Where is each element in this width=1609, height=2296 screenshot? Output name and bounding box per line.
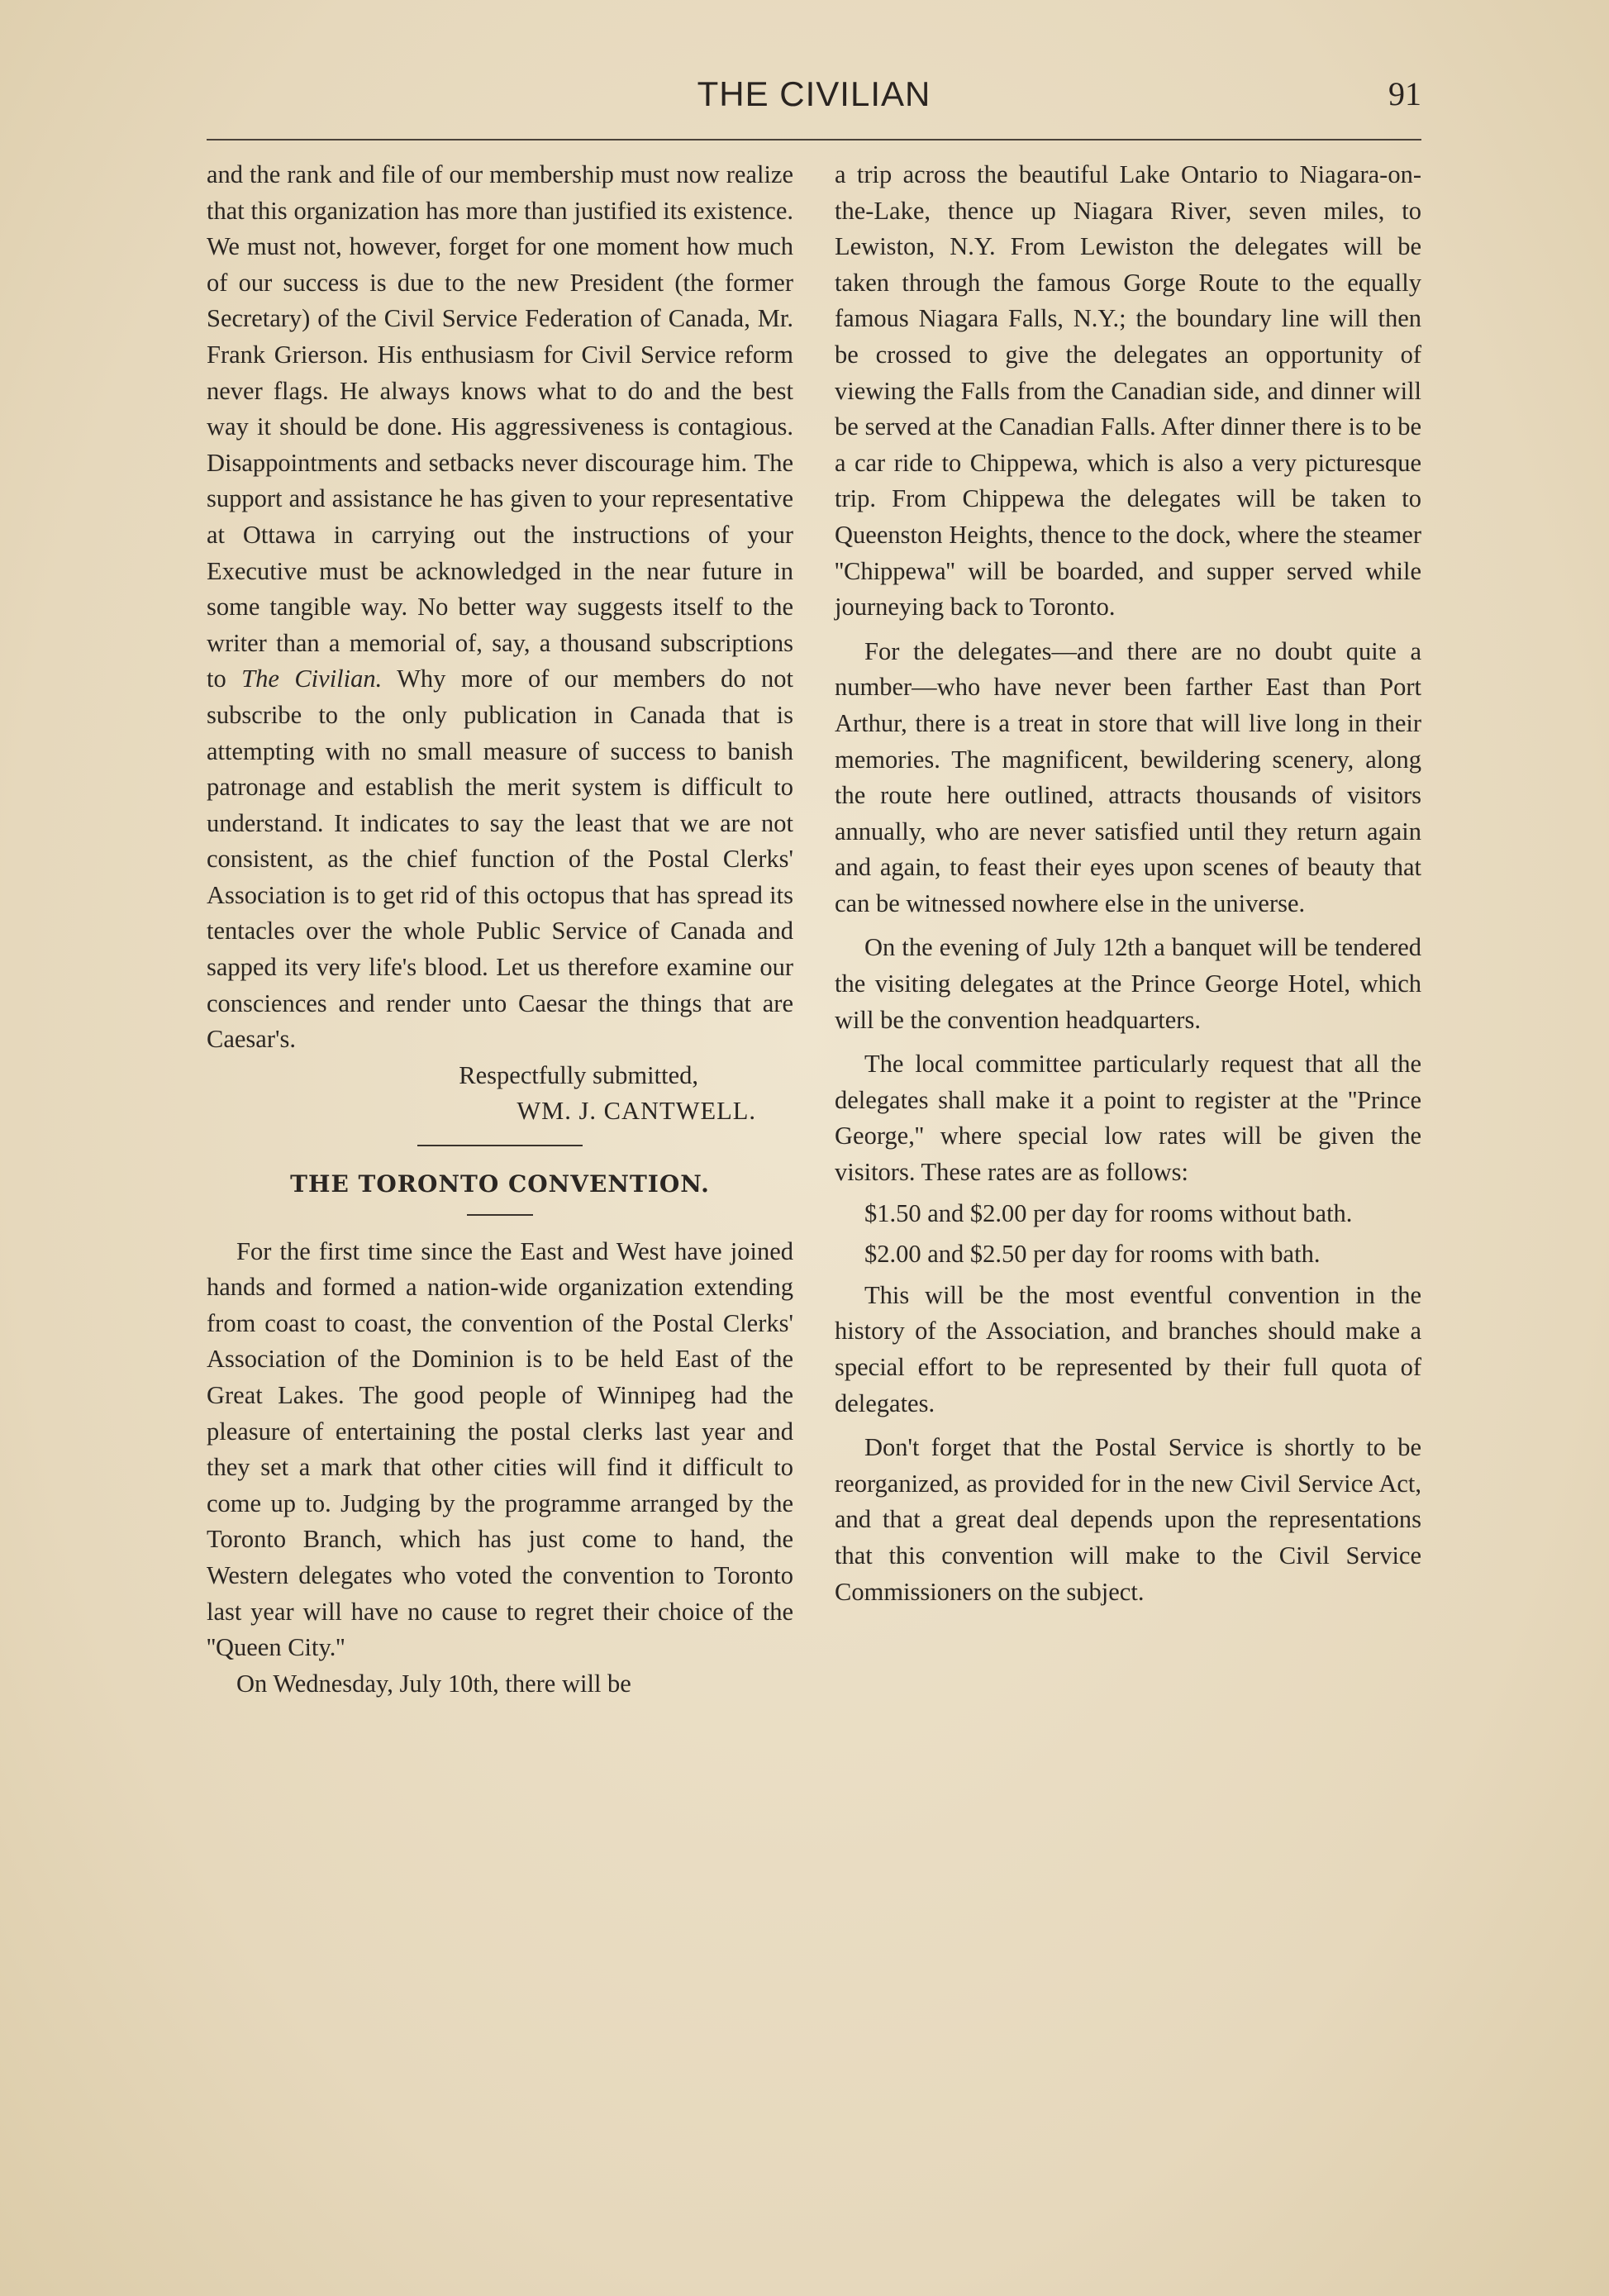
page-header	[207, 74, 1421, 124]
section-heading: THE TORONTO CONVENTION.	[290, 1170, 710, 1198]
running-head: THE CIVILIAN	[697, 74, 931, 113]
convention-paragraph-2: On Wednesday, July 10th, there will be	[236, 1669, 631, 1698]
delegates-paragraph: For the delegates—and there are no doubt quite a number—who have never been farther East than Port Arthur, there is a treat in store that will live long in their memories. The magnificent, bewildering scenery, along the route here outlined, attracts thousands of visitors annually, who are never satisfied until they return again and again, to feast their eyes upon scenes of beauty that can be witnessed nowhere else in the universe.	[835, 636, 1421, 917]
letter-text: and the rank and file of our membership must now realize that this organization has more than justified its existence. We must not, however, forget for one moment how much of our success is due to the new President (the former Secretary) of the Civil Service Federation of Canada, Mr. Frank Grierson. His enthusiasm for Civil Service reform never flags. He always knows what to do and the best way it should be done. His aggressiveness is contagious. Disappointments and setbacks never discourage him. The support and assistance he has given to your representative at Ottawa in carrying out the instructions of your Executive must be acknowledged in the near future in some tangible way. No better way suggests itself to the writer than a memorial of, say, a thousand subscriptions to	[207, 160, 793, 693]
letter-text-continued: Why more of our members do not subscribe to the only publication in Canada that is attempting with no small measure of success to banish patronage and establish the merit system is difficult to understand. It indicates to say the least that we are not consistent, as the chief function of the Postal Clerks' Association is to get rid of this octopus that has spread its tentacles over the whole Public Service of Canada and sapped its very life's blood. Let us therefore examine our consciences and render unto Caesar the things that are Caesar's.	[207, 665, 793, 1054]
rates-intro-paragraph: The local committee particularly request that all the delegates shall make it a point to register at the ''Prince George,'' where special low rates will be given the visitors. These rates are as follows:	[835, 1050, 1421, 1187]
eventful-paragraph: This will be the most eventful convention in the history of the Association, and branches should make a special effort to be represented by their full quota of delegates.	[835, 1280, 1421, 1417]
section-divider	[417, 1145, 583, 1146]
publication-title: The Civilian.	[241, 665, 383, 693]
rate-without-bath: $1.50 and $2.00 per day for rooms without bath.	[864, 1198, 1353, 1227]
heading-divider	[467, 1214, 533, 1216]
page-number: 91	[1388, 75, 1421, 112]
convention-paragraph: For the first time since the East and West have joined hands and formed a nation-wide organization extending from coast to coast, the convention of the Postal Clerks' Association of the Dominion is to be held East of the Great Lakes. The good people of Winnipeg had the pleasure of entertaining the postal clerks last year and they set a mark that other cities will find it difficult to come up to. Judging by the programme arranged by the Toronto Branch, which has just come to hand, the Western delegates who voted the convention to Toronto last year will have no cause to regret their choice of the ''Queen City.''	[207, 1236, 793, 1662]
closing-line: Respectfully submitted,	[459, 1060, 698, 1089]
left-column	[207, 157, 793, 1702]
header-rule	[207, 139, 1421, 141]
rate-with-bath: $2.00 and $2.50 per day for rooms with bath.	[864, 1240, 1321, 1269]
reorganization-paragraph: Don't forget that the Postal Service is shortly to be reorganized, as provided for in the new Civil Service Act, and that a great deal depends upon the representations that this convention will make to the Civil Service Commissioners on the subject.	[835, 1433, 1421, 1606]
signature: WM. J. CANTWELL.	[516, 1097, 756, 1126]
banquet-paragraph: On the evening of July 12th a banquet will be tendered the visiting delegates at the Prince George Hotel, which will be the convention headquarters.	[835, 933, 1421, 1034]
right-column	[835, 157, 1421, 1610]
letter-paragraph	[207, 157, 793, 1058]
itinerary-paragraph: a trip across the beautiful Lake Ontario to Niagara-on-the-Lake, thence up Niagara River, seven miles, to Lewiston, N.Y. From Lewiston the delegates will be taken through the famous Gorge Route to the equally famous Niagara Falls, N.Y.; the boundary line will then be crossed to give the delegates an opportunity of viewing the Falls from the Canadian side, and dinner will be served at the Canadian Falls. After dinner there is to be a car ride to Chippewa, which is also a very picturesque trip. From Chippewa the delegates will be taken to Queenston Heights, thence to the dock, where the steamer ''Chippewa'' will be boarded, and supper served while journeying back to Toronto.	[835, 160, 1421, 622]
